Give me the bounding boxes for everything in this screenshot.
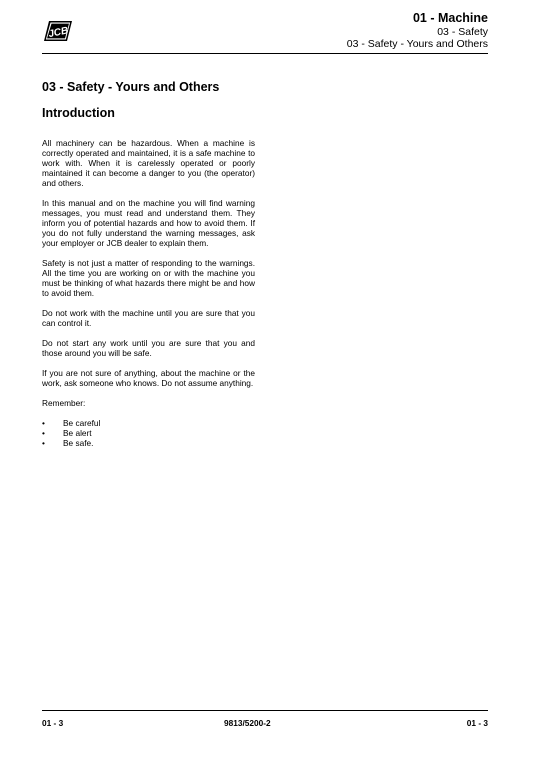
paragraph: Do not start any work until you are sure that you and those around you will be safe.	[42, 338, 255, 358]
bullet-icon: •	[42, 418, 45, 428]
list-item-text: Be alert	[63, 428, 92, 438]
reminder-list	[42, 418, 255, 448]
header-subtitle: 03 - Safety	[437, 26, 488, 38]
jcb-logo	[43, 20, 73, 42]
paragraph: In this manual and on the machine you will find warning messages, you must read and understand them. They inform you of potential hazards and how to avoid them. If you do not fully understand the warning messages, ask your employer or JCB dealer to explain them.	[42, 198, 255, 248]
list-item	[42, 418, 255, 428]
header-breadcrumb: 03 - Safety - Yours and Others	[346, 38, 488, 50]
list-item	[42, 428, 255, 438]
list-item-text: Be careful	[63, 418, 101, 428]
page-number-left: 01 - 3	[42, 718, 64, 728]
header-title: 01 - Machine	[412, 11, 488, 25]
header-divider	[42, 53, 488, 54]
svg-text:JCB: JCB	[47, 25, 70, 41]
paragraph: Do not work with the machine until you are sure that you can control it.	[42, 308, 255, 328]
list-item	[42, 438, 255, 448]
bullet-icon: •	[42, 428, 45, 438]
introduction-heading: Introduction	[42, 106, 115, 120]
remember-label: Remember:	[42, 398, 86, 408]
section-title: 03 - Safety - Yours and Others	[42, 80, 220, 94]
document-number: 9813/5200-2	[224, 718, 271, 728]
list-item-text: Be safe.	[63, 438, 94, 448]
paragraph: Safety is not just a matter of responding to the warnings. All the time you are working on or with the machine you must be thinking of what hazards there might be and how to avoid them.	[42, 258, 255, 298]
body-text	[42, 138, 255, 448]
bullet-icon: •	[42, 438, 45, 448]
paragraph: If you are not sure of anything, about the machine or the work, ask someone who knows. Do not assume anything.	[42, 368, 255, 388]
page-number-right: 01 - 3	[466, 718, 488, 728]
header	[347, 11, 488, 50]
footer-divider	[42, 710, 488, 711]
paragraph: All machinery can be hazardous. When a machine is correctly operated and maintained, it is a safe machine to work with. When it is carelessly operated or poorly maintained it can become a danger to you (the operator) and others.	[42, 138, 255, 188]
